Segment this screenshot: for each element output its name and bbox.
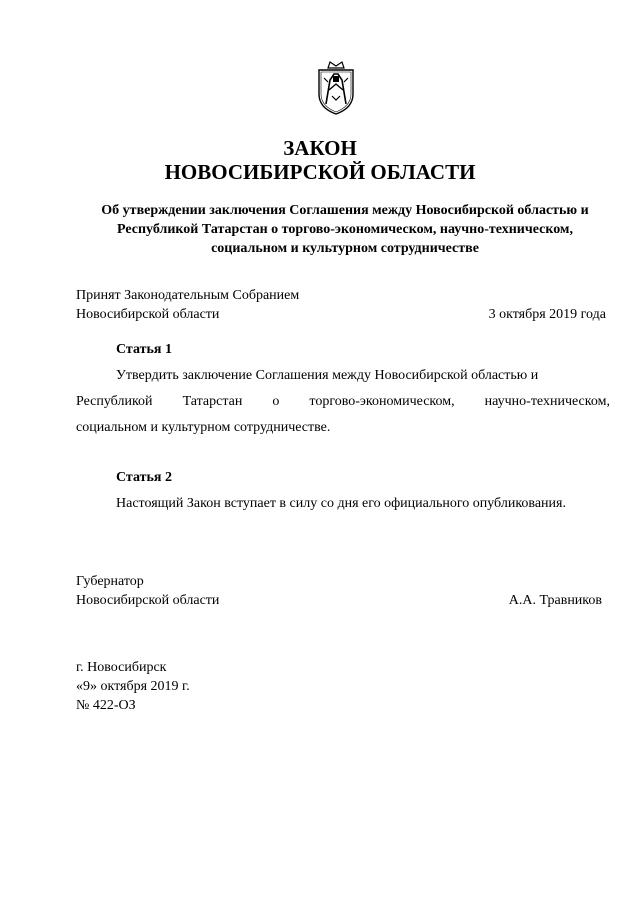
region-title: НОВОСИБИРСКОЙ ОБЛАСТИ bbox=[164, 160, 476, 184]
law-title: ЗАКОН bbox=[283, 136, 357, 160]
signatory-region: Новосибирской области bbox=[76, 593, 220, 608]
signatory-name: А.А. Травников bbox=[508, 593, 602, 608]
adoption-region: Новосибирской области bbox=[76, 307, 220, 322]
footer-number: № 422-ОЗ bbox=[76, 698, 136, 713]
footer-date: «9» октября 2019 г. bbox=[76, 679, 190, 694]
word: Татарстан bbox=[182, 394, 243, 409]
article-1-text: социальном и культурном сотрудничестве. bbox=[76, 420, 331, 435]
article-1-text: Утвердить заключение Соглашения между Новосибирской областью и bbox=[116, 368, 539, 383]
word: Республикой bbox=[76, 394, 153, 409]
coat-of-arms-icon bbox=[316, 60, 356, 116]
article-1-line bbox=[116, 366, 610, 385]
subtitle-line: социальном и культурном сотрудничестве bbox=[211, 241, 479, 256]
subtitle-line: Республикой Татарстан о торгово-экономическом, научно-техническом, bbox=[117, 222, 573, 237]
adoption-line: Принят Законодательным Собранием bbox=[76, 288, 300, 303]
article-2-heading: Статья 2 bbox=[116, 470, 172, 485]
law-subtitle bbox=[70, 201, 620, 258]
article-1-line bbox=[76, 392, 610, 411]
adoption-date: 3 октября 2019 года bbox=[488, 307, 606, 322]
article-2-text: Настоящий Закон вступает в силу со дня его официального опубликования. bbox=[116, 496, 566, 511]
word: научно-техническом, bbox=[484, 394, 610, 409]
footer-city: г. Новосибирск bbox=[76, 660, 167, 675]
subtitle-line: Об утверждении заключения Соглашения между Новосибирской областью и bbox=[101, 203, 589, 218]
signatory-position: Губернатор bbox=[76, 574, 144, 589]
word: торгово-экономическом, bbox=[309, 394, 455, 409]
article-1-heading: Статья 1 bbox=[116, 342, 172, 357]
word: о bbox=[272, 394, 280, 409]
